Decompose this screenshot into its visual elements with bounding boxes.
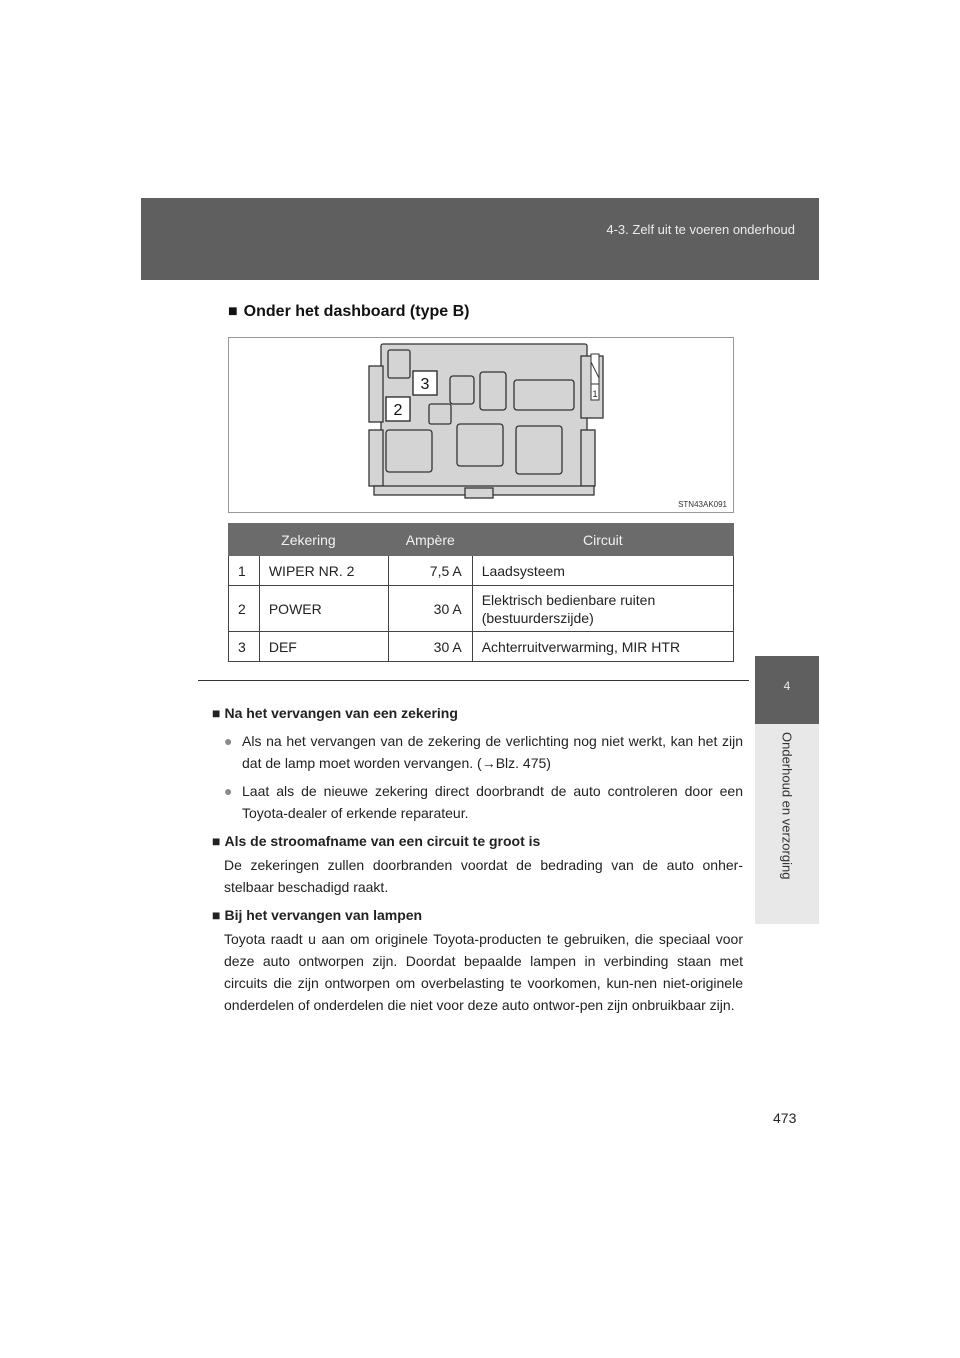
note-paragraph-2: De zekeringen zullen doorbranden voordat de bedrading van de auto onher-stelbaar beschadigd raakt. <box>224 857 743 895</box>
header-band <box>141 198 819 280</box>
relay-top-left <box>388 350 410 378</box>
chapter-tab-label-text: Onderhoud en verzorging <box>779 732 795 880</box>
note-heading-2-text: Als de stroomafname van een circuit te groot is <box>224 833 541 849</box>
note-bullet-2-text: Laat als de nieuwe zekering direct doorbrandt de auto controleren door een Toyota-dealer of erkende reparateur. <box>242 783 743 821</box>
square-bullet-icon: ■ <box>228 303 238 320</box>
cell-amp: 30 A <box>388 632 472 662</box>
note-heading-1-text: Na het vervangen van een zekering <box>224 705 458 721</box>
cell-amp: 30 A <box>388 586 472 632</box>
relay-b <box>480 372 506 410</box>
cell-num: 2 <box>229 586 260 632</box>
right-flange-bottom <box>581 430 595 486</box>
cell-circuit: Elektrisch bedienbare ruiten (bestuurderszijde) <box>472 586 733 632</box>
diagram-code: STN43AK091 <box>678 500 727 509</box>
cell-name: POWER <box>259 586 388 632</box>
fuse-box-diagram <box>228 337 734 513</box>
section-title-text: Onder het dashboard (type B) <box>243 303 470 320</box>
cell-name: DEF <box>259 632 388 662</box>
note-bullet-1-text: Als na het vervangen van de zekering de verlichting nog niet werkt, kan het zijn dat de lamp moet worden vervangen. (→Blz. 475) <box>242 733 743 771</box>
note-heading-2 <box>212 830 743 852</box>
note-bullet-2 <box>212 780 743 824</box>
cell-num: 1 <box>229 556 260 586</box>
relay-c <box>514 380 574 410</box>
header-section-title: 4-3. Zelf uit te voeren onderhoud <box>606 222 795 237</box>
callout-1: 1 <box>592 389 598 399</box>
note-heading-1 <box>212 702 743 724</box>
relay-bottom-right <box>516 426 562 474</box>
header-ampere: Ampère <box>388 524 472 556</box>
cell-amp: 7,5 A <box>388 556 472 586</box>
chapter-tab-label <box>755 724 819 924</box>
fuse-table <box>228 523 734 662</box>
relay-bottom-middle <box>457 424 503 466</box>
left-flange-bottom <box>369 430 383 486</box>
page-number: 473 <box>773 1110 797 1126</box>
cell-circuit: Achterruitverwarming, MIR HTR <box>472 632 733 662</box>
left-flange-top <box>369 366 383 422</box>
fuse-box-illustration <box>229 338 733 512</box>
cell-name: WIPER NR. 2 <box>259 556 388 586</box>
table-row <box>229 556 734 586</box>
table-row <box>229 586 734 632</box>
square-bullet-icon: ■ <box>212 907 221 923</box>
note-paragraph-3: Toyota raadt u aan om originele Toyota-producten te gebruiken, die speciaal voor deze auto ontworpen zijn. Doordat bepaalde lampen in verbinding staan met circuits die zijn ontworpen om overbelasting te voorkomen, kun-nen niet-originele onderdelen of onderdelen die niet voor deze auto ontwor-pen zijn onbruikbaar zijn. <box>224 931 743 1013</box>
note-heading-3 <box>212 904 743 926</box>
chapter-tab-number[interactable]: 4 <box>755 656 819 724</box>
circle-bullet-icon: ● <box>224 783 233 799</box>
cell-circuit: Laadsysteem <box>472 556 733 586</box>
header-circuit: Circuit <box>472 524 733 556</box>
callout-2: 2 <box>393 402 403 419</box>
callout-3: 3 <box>420 376 430 393</box>
bottom-clip <box>465 488 493 498</box>
cell-num: 3 <box>229 632 260 662</box>
fuse-small <box>429 404 451 424</box>
relay-a <box>450 376 474 404</box>
table-header-row <box>229 524 734 556</box>
circle-bullet-icon: ● <box>224 733 233 749</box>
note-bullet-1 <box>212 730 743 774</box>
section-title <box>228 303 469 321</box>
square-bullet-icon: ■ <box>212 705 221 721</box>
relay-bottom-left <box>386 430 432 472</box>
square-bullet-icon: ■ <box>212 833 221 849</box>
section-divider <box>198 680 749 681</box>
table-row <box>229 632 734 662</box>
header-zekering: Zekering <box>229 524 389 556</box>
notes <box>212 698 743 1016</box>
note-heading-3-text: Bij het vervangen van lampen <box>224 907 423 923</box>
